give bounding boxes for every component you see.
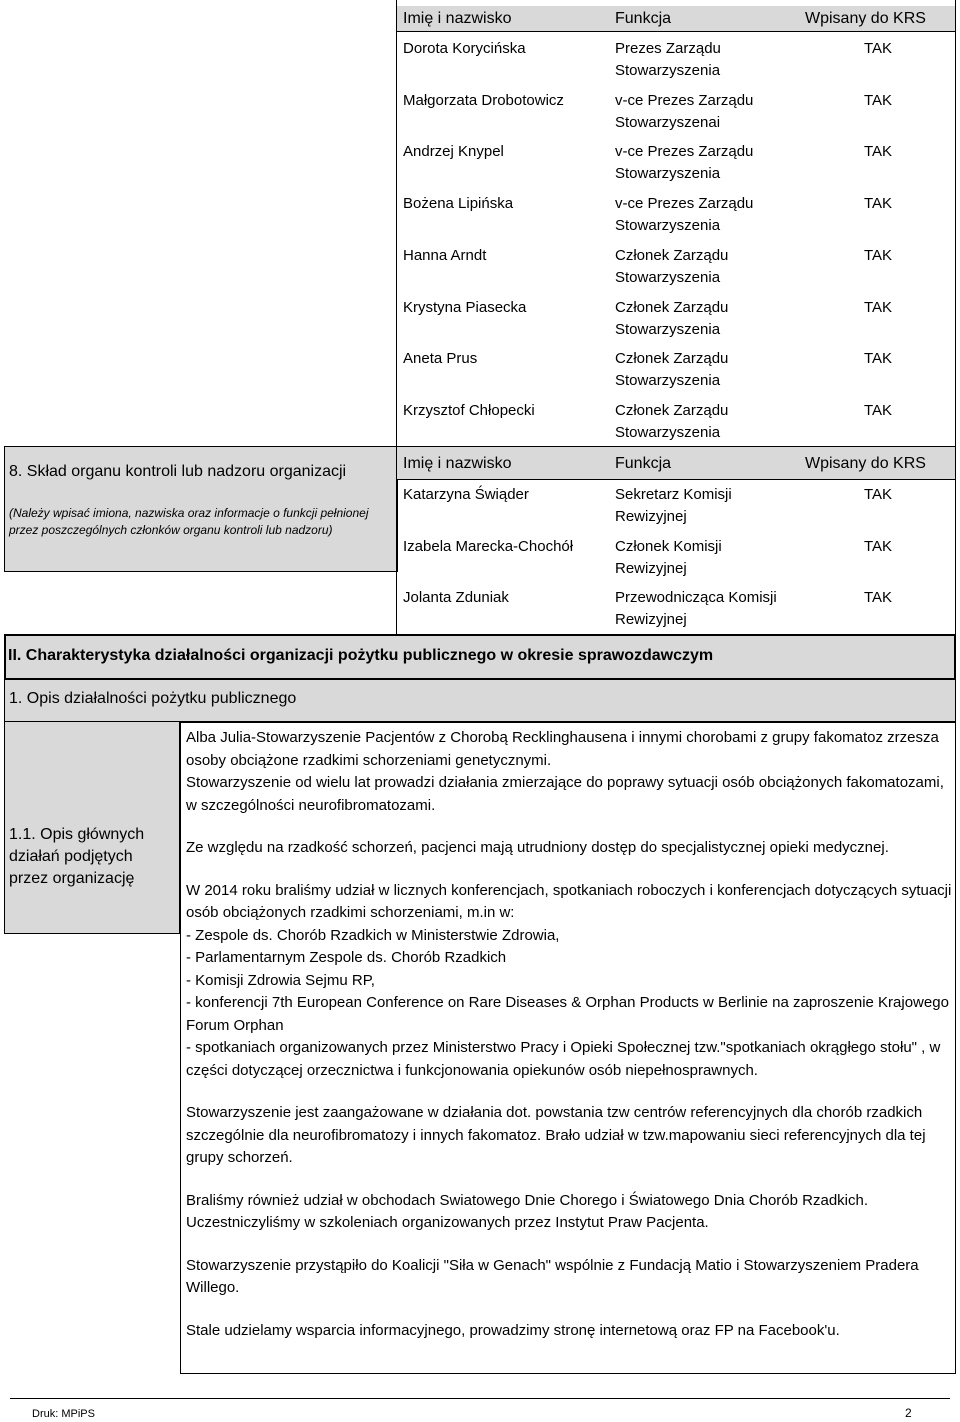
header-name: Imię i nazwisko [403, 10, 512, 27]
member-name: Hanna Arndt [403, 246, 487, 264]
table-row [397, 536, 955, 588]
board-table-header [397, 6, 955, 32]
member-function: Członek Komisji [615, 537, 722, 555]
krs-status: TAK [863, 589, 893, 607]
member-function: v-ce Prezes Zarządu [615, 195, 754, 213]
member-name: Jolanta Zduniak [403, 589, 509, 607]
section2-title: II. Charakterystyka działalności organizacji pożytku publicznego w okresie sprawozdawczym [8, 647, 714, 664]
krs-status: TAK [863, 401, 893, 419]
section8-label-box [4, 446, 398, 572]
description-box [180, 722, 956, 1374]
member-function-line2: Stowarzyszenia [615, 165, 721, 183]
member-function: v-ce Prezes Zarządu [615, 91, 754, 109]
description-paragraph: Braliśmy również udział w obchodach Swiatowego Dnie Chorego i Światowego Dnia Chorób Rzadkich. Uczestniczyliśmy w szkoleniach organizowanych przez Instytut Praw Pacjenta. [186, 1191, 869, 1231]
section2-1-header [4, 680, 956, 722]
footer [10, 1398, 950, 1422]
section2-1-1-label-box [4, 722, 180, 934]
member-function: v-ce Prezes Zarządu [615, 143, 754, 161]
page-number: 2 [905, 1406, 912, 1420]
print-label: Druk: MPiPS [32, 1408, 95, 1420]
description-paragraph: Ze względu na rzadkość schorzeń, pacjenci mają utrudniony dostęp do specjalistycznej opieki medycznej. [186, 839, 889, 856]
board-table [396, 0, 956, 446]
krs-status: TAK [863, 246, 893, 264]
member-function-line2: Stowarzyszenai [615, 113, 721, 131]
krs-status: TAK [863, 40, 893, 57]
header-name: Imię i nazwisko [403, 455, 512, 472]
member-function: Sekretarz Komisji [615, 486, 732, 503]
member-function: Członek Zarządu [615, 298, 729, 316]
member-name: Krzysztof Chłopecki [403, 401, 535, 419]
member-function: Przewodnicząca Komisji [615, 589, 777, 607]
krs-status: TAK [863, 537, 893, 555]
krs-status: TAK [863, 350, 893, 368]
section2-header [4, 634, 956, 680]
header-krs: Wpisany do KRS [805, 10, 926, 27]
table-row [397, 297, 955, 349]
member-function-line2: Stowarzyszenia [615, 423, 721, 441]
member-name: Andrzej Knypel [403, 143, 504, 161]
header-function: Funkcja [615, 10, 672, 27]
section2-1-title: 1. Opis działalności pożytku publicznego [9, 690, 297, 707]
table-row [397, 38, 955, 90]
member-name: Małgorzata Drobotowicz [403, 91, 564, 109]
member-function-line2: Rewizyjnej [615, 559, 687, 577]
member-name: Katarzyna Świąder [403, 486, 529, 503]
description-paragraph: Stowarzyszenie jest zaangażowane w działania dot. powstania tzw centrów referencyjnych dla chorób rzadkich szczególnie dla neurofibromatozy i innych fakomatoz. Brało udział w tzw.mapowaniu sieci referencyjnych dla tej grupy schorzeń. [186, 1104, 926, 1166]
member-function-line2: Stowarzyszenia [615, 217, 721, 235]
table-row [397, 245, 955, 297]
member-function-line2: Stowarzyszenia [615, 62, 721, 79]
table-row [397, 141, 955, 193]
krs-status: TAK [863, 195, 893, 213]
member-function-line2: Stowarzyszenia [615, 320, 721, 338]
member-function: Członek Zarządu [615, 401, 729, 419]
header-function: Funkcja [615, 455, 672, 472]
krs-status: TAK [863, 298, 893, 316]
member-function-line2: Stowarzyszenia [615, 372, 721, 390]
table-row [397, 348, 955, 400]
description-paragraph: W 2014 roku braliśmy udział w licznych konferencjach, spotkaniach roboczych i konferencjach dotyczących sytuacji osób obciążonych rzadkimi schorzeniami, m.in w: - Zespole ds. Chorób Rzadkich w Ministerstwie Zdrowia, - Parlamentarnym Zespole ds. Chorób Rzadkich - Komisji Zdrowia Sejmu RP, - konferencji 7th European Conference on Rare Diseases & Orphan Products w Berlinie na zaproszenie Krajowego Forum Orphan - spotkaniach organizowanych przez Ministerstwo Pracy i Opieki Społecznej tzw."spotkaniach okrągłego stołu" , w części dotyczącej orzecznictwa i funkcjonowania opiekunów osób niepełnosprawnych. [186, 881, 952, 1079]
member-name: Bożena Lipińska [403, 195, 514, 213]
krs-status: TAK [863, 143, 893, 161]
audit-table [396, 446, 956, 634]
description-paragraph: Alba Julia-Stowarzyszenie Pacjentów z Chorobą Recklinghausena i innymi chorobami z grupy fakomatoz zrzesza osoby obciążone rzadkimi schorzeniami genetycznymi. Stowarzyszenie od wielu lat prowadzi działania zmierzające do poprawy sytuacji osób obciążonych fakomatozami, w szczególności neurofibromatozami. [186, 729, 944, 814]
member-function-line2: Rewizyjnej [615, 611, 687, 629]
description-paragraph: Stowarzyszenie przystąpiło do Koalicji "Siła w Genach" wspólnie z Fundacją Matio i Stowarzyszeniem Pradera Willego. [186, 1256, 919, 1296]
member-function-line2: Stowarzyszenia [615, 268, 721, 286]
section8-title: 8. Skład organu kontroli lub nadzoru organizacji [9, 463, 347, 480]
section8-note: (Należy wpisać imiona, nazwiska oraz informacje o funkcji pełnionej przez poszczególnych członków organu kontroli lub nadzoru) [9, 506, 369, 537]
member-function: Prezes Zarządu [615, 40, 721, 57]
table-row [397, 90, 955, 142]
table-row [397, 587, 955, 639]
member-function-line2: Rewizyjnej [615, 508, 687, 525]
krs-status: TAK [863, 91, 893, 109]
description-paragraphs [186, 727, 952, 1362]
section2-1-1-label: 1.1. Opis głównych działań podjętych przez organizację [9, 826, 145, 887]
table-row [397, 193, 955, 245]
member-name: Aneta Prus [403, 350, 478, 368]
krs-status: TAK [863, 486, 893, 503]
member-name: Izabela Marecka-Chochół [403, 537, 574, 555]
member-function: Członek Zarządu [615, 246, 729, 264]
member-name: Dorota Korycińska [403, 40, 526, 57]
member-function: Członek Zarządu [615, 350, 729, 368]
table-row [397, 400, 955, 452]
member-name: Krystyna Piasecka [403, 298, 527, 316]
header-krs: Wpisany do KRS [805, 455, 926, 472]
audit-table-header [397, 446, 955, 480]
description-paragraph: Stale udzielamy wsparcia informacyjnego, prowadzimy stronę internetową oraz FP na Facebook'u. [186, 1321, 840, 1339]
table-row [397, 484, 955, 536]
